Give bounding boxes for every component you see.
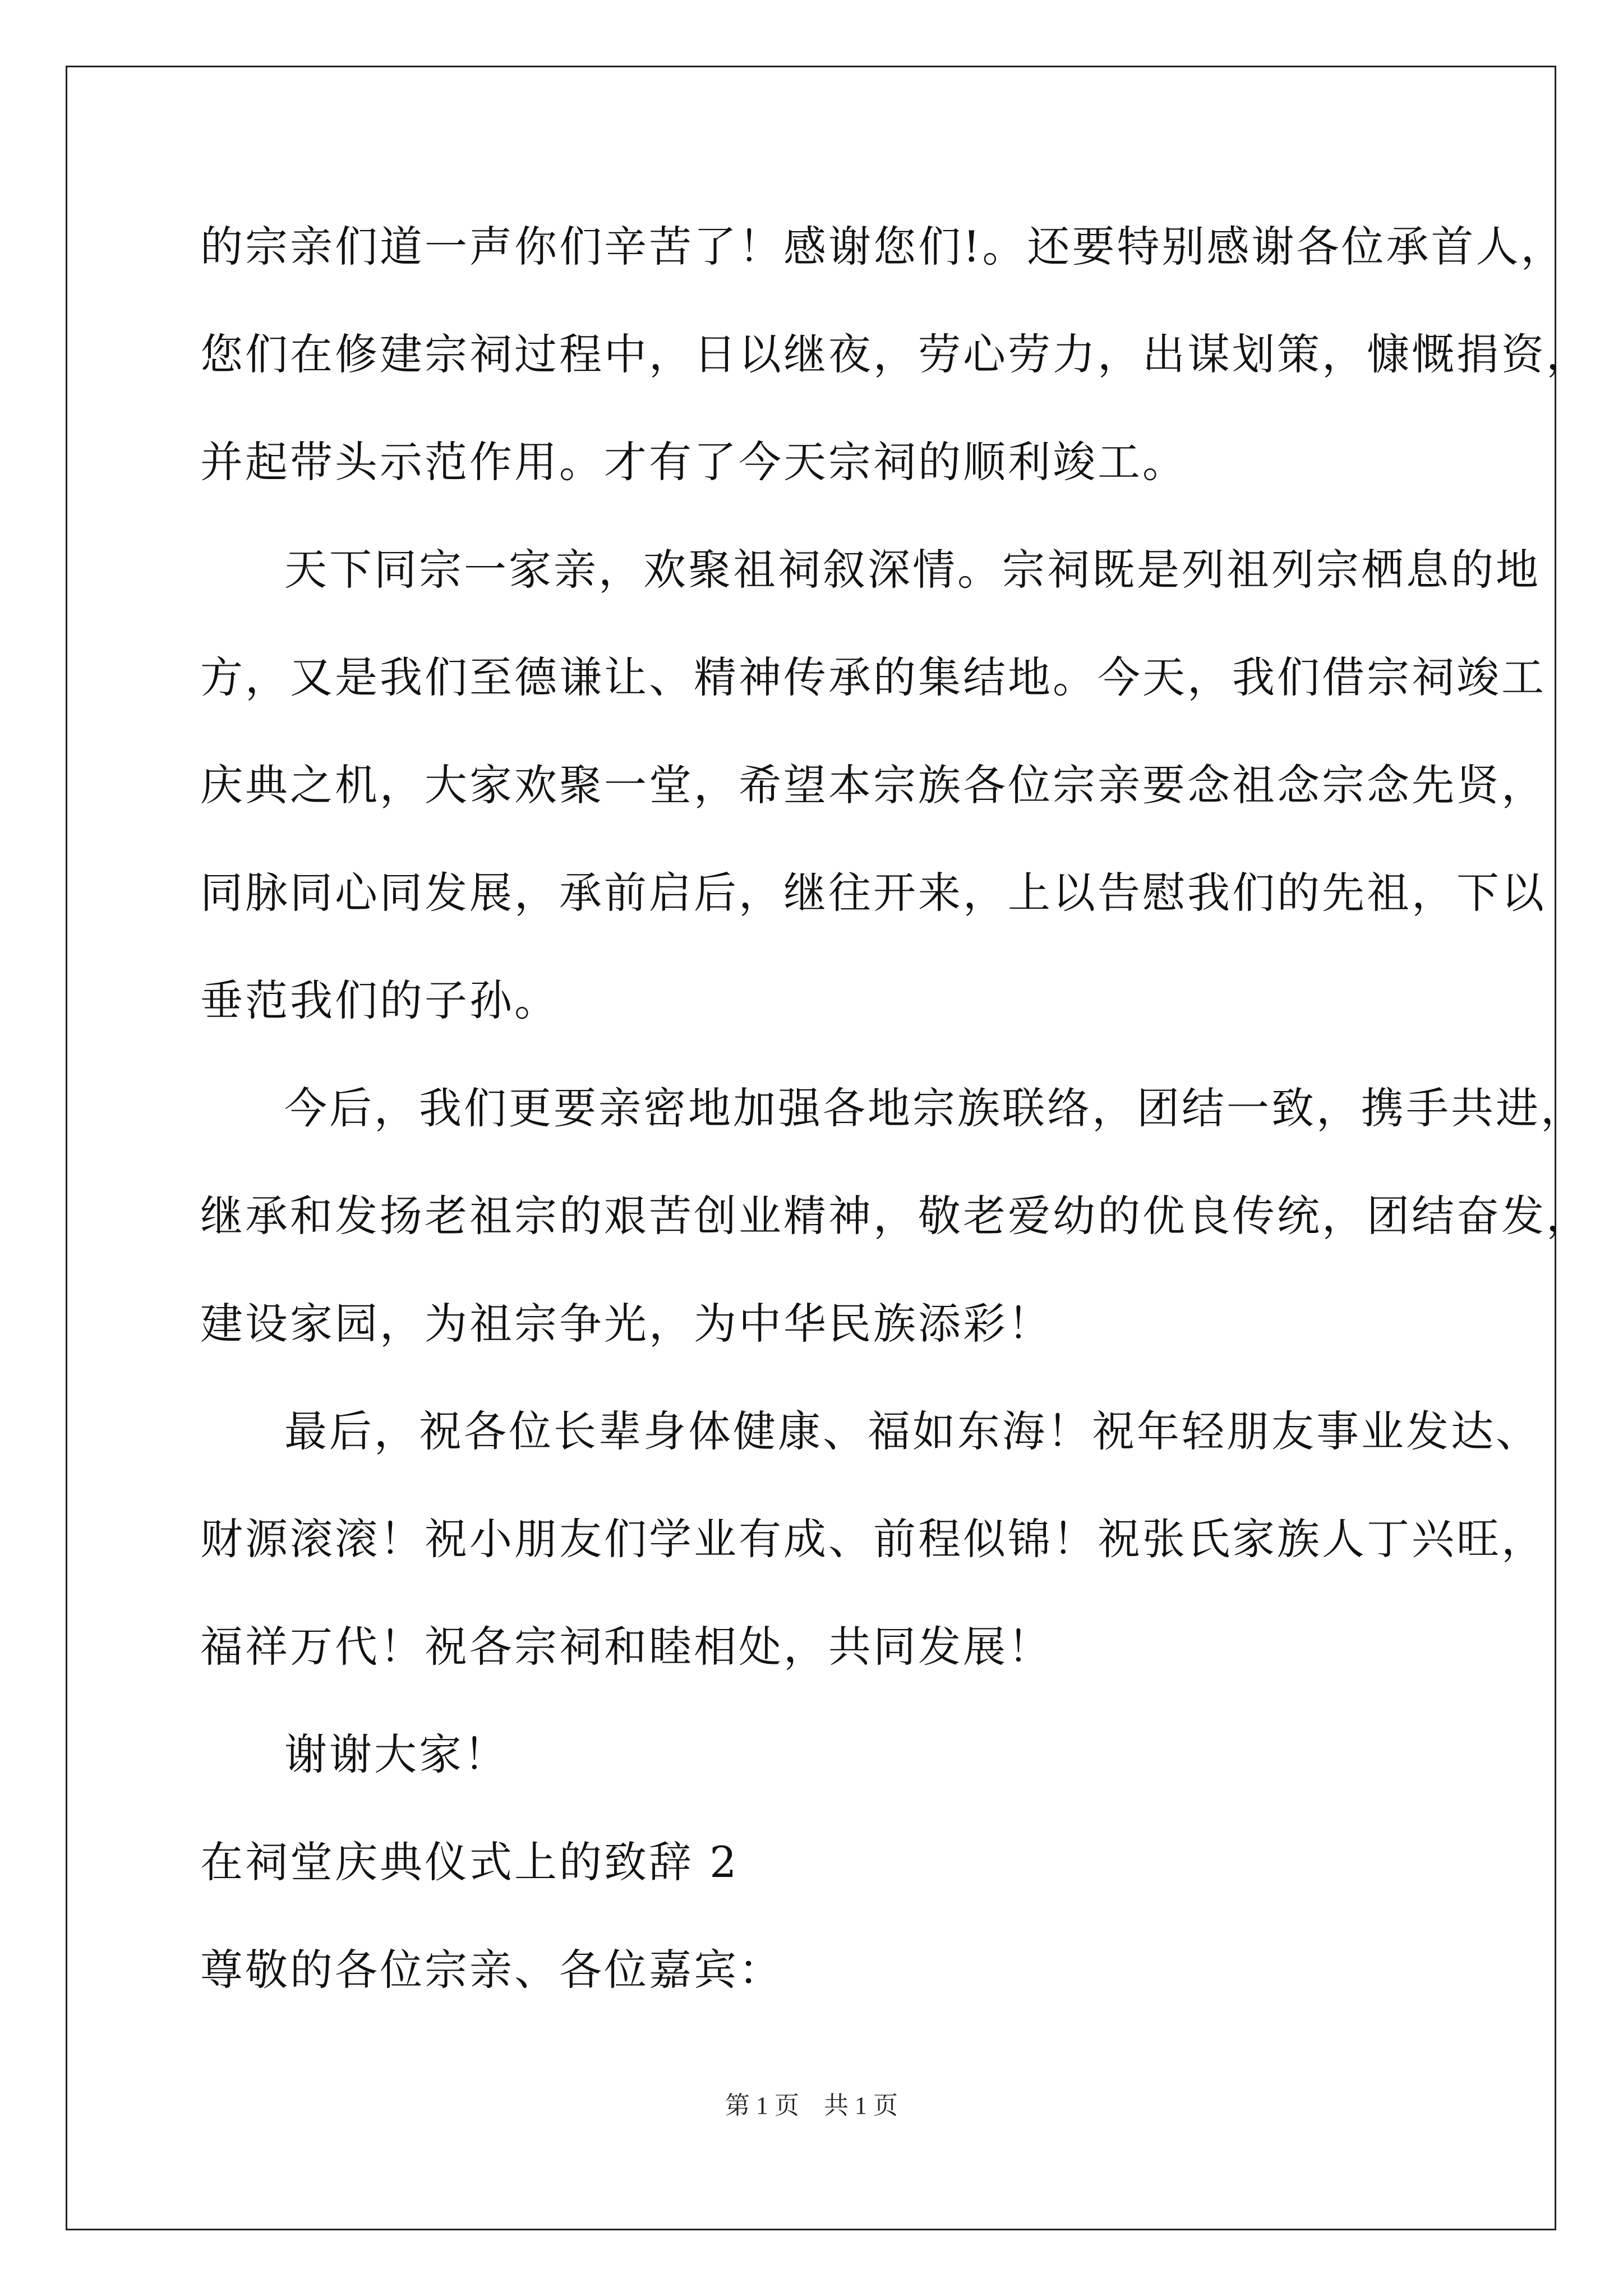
- text-line: 财源滚滚！祝小朋友们学业有成、前程似锦！祝张氏家族人丁兴旺，: [200, 1514, 1546, 1564]
- text-line: 最后，祝各位长辈身体健康、福如东海！祝年轻朋友事业发达、: [284, 1406, 1541, 1456]
- text-line: 谢谢大家！: [284, 1729, 509, 1779]
- text-line: 建设家园，为祖宗争光，为中华民族添彩！: [200, 1299, 1053, 1349]
- text-line: 福祥万代！祝各宗祠和睦相处，共同发展！: [200, 1622, 1053, 1672]
- text-line: 继承和发扬老祖宗的艰苦创业精神，敬老爱幼的优良传统，团结奋发，: [200, 1191, 1591, 1241]
- page-number-footer: 第 1 页 共 1 页: [725, 2092, 898, 2119]
- salutation: 尊敬的各位宗亲、各位嘉宾：: [200, 1945, 783, 1995]
- text-line: 今后，我们更要亲密地加强各地宗族联络，团结一致，携手共进，: [284, 1083, 1585, 1133]
- text-line: 同脉同心同发展，承前启后，继往开来，上以告慰我们的先祖，下以: [200, 868, 1546, 918]
- text-line: 并起带头示范作用。才有了今天宗祠的顺利竣工。: [200, 437, 1187, 487]
- text-line: 垂范我们的子孙。: [200, 976, 559, 1025]
- text-line: 庆典之机，大家欢聚一堂，希望本宗族各位宗亲要念祖念宗念先贤，: [200, 760, 1546, 810]
- section-title: 在祠堂庆典仪式上的致辞 2: [200, 1837, 739, 1887]
- text-line: 天下同宗一家亲，欢聚祖祠叙深情。宗祠既是列祖列宗栖息的地: [284, 545, 1541, 595]
- document-body: [200, 213, 1591, 2044]
- text-line: 方，又是我们至德谦让、精神传承的集结地。今天，我们借宗祠竣工: [200, 652, 1546, 702]
- text-line: 您们在修建宗祠过程中，日以继夜，劳心劳力，出谋划策，慷慨捐资，: [200, 329, 1591, 379]
- text-line: 的宗亲们道一声你们辛苦了！感谢您们!。还要特别感谢各位承首人，: [200, 222, 1566, 272]
